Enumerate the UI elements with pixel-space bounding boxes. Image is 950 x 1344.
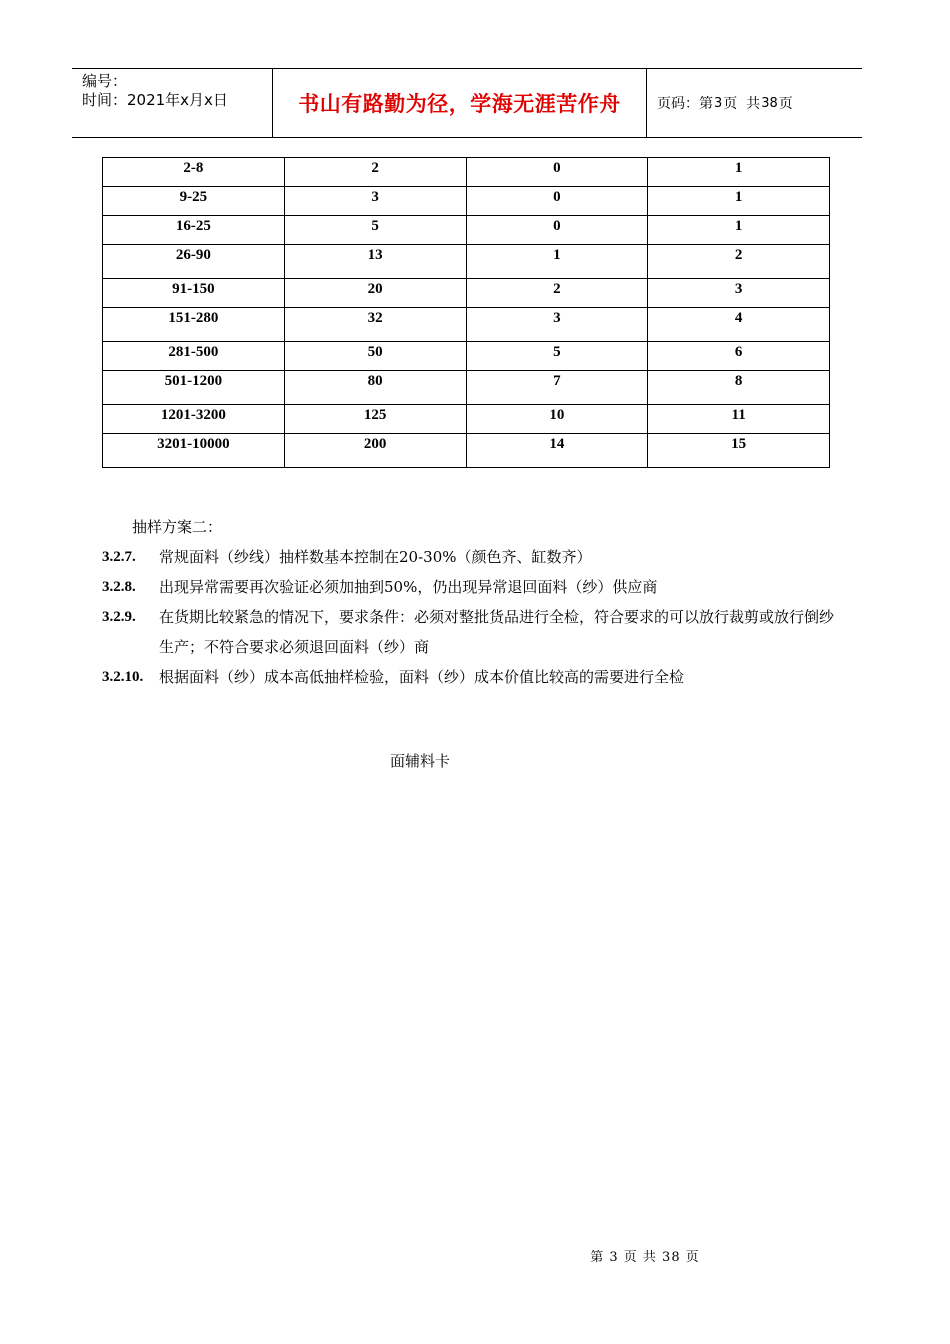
table-row: [103, 434, 830, 468]
table-row: [103, 216, 830, 245]
table-cell: 1: [648, 216, 830, 245]
document-number-label: 编号：: [82, 72, 128, 90]
table-row: [103, 279, 830, 308]
header-meta: [72, 69, 273, 137]
item-number: 3.2.9.: [102, 609, 136, 625]
table-cell: 1: [648, 158, 830, 187]
table-cell: 6: [648, 342, 830, 371]
table-cell: 2: [466, 279, 648, 308]
table-row: [103, 371, 830, 405]
page-footer: 第 3 页 共 38 页: [590, 1250, 700, 1265]
table-cell: 7: [466, 371, 648, 405]
page-label-suffix: 页: [778, 96, 793, 112]
table-cell: 3: [466, 308, 648, 342]
table-cell: 32: [284, 308, 466, 342]
item-text: 根据面料（纱）成本高低抽样检验，面料（纱）成本价值比较高的需要进行全检: [159, 668, 685, 686]
page-current: 3: [714, 95, 723, 111]
header-motto-cell: [273, 69, 647, 137]
table-cell: 3201-10000: [103, 434, 285, 468]
table-cell: 2: [284, 158, 466, 187]
table-row: [103, 405, 830, 434]
table-cell: 151-280: [103, 308, 285, 342]
table-cell: 0: [466, 187, 648, 216]
table-cell: 80: [284, 371, 466, 405]
table-cell: 0: [466, 216, 648, 245]
page-total: 38: [761, 95, 778, 111]
table-cell: 9-25: [103, 187, 285, 216]
table-cell: 125: [284, 405, 466, 434]
table-cell: 26-90: [103, 245, 285, 279]
table-cell: 3: [648, 279, 830, 308]
table-row: [103, 187, 830, 216]
table-cell: 3: [284, 187, 466, 216]
list-item: [102, 662, 842, 692]
table-cell: 501-1200: [103, 371, 285, 405]
table-cell: 1: [466, 245, 648, 279]
table-cell: 91-150: [103, 279, 285, 308]
table-cell: 200: [284, 434, 466, 468]
table-cell: 5: [466, 342, 648, 371]
table-cell: 0: [466, 158, 648, 187]
section-body: [102, 512, 842, 692]
card-title: 面辅料卡: [390, 752, 451, 770]
header-page-info: [647, 69, 862, 137]
table-row: [103, 158, 830, 187]
item-text: 常规面料（纱线）抽样数基本控制在20-30%（颜色齐、缸数齐）: [159, 548, 592, 566]
table-cell: 2: [648, 245, 830, 279]
table-cell: 14: [466, 434, 648, 468]
table-cell: 50: [284, 342, 466, 371]
table-cell: 11: [648, 405, 830, 434]
table-cell: 4: [648, 308, 830, 342]
table-cell: 8: [648, 371, 830, 405]
item-number: 3.2.10.: [102, 669, 144, 685]
list-item: [102, 542, 842, 572]
table-row: [103, 342, 830, 371]
table-cell: 5: [284, 216, 466, 245]
list-item: [102, 602, 842, 662]
table-cell: 15: [648, 434, 830, 468]
header-motto: 书山有路勤为径，学海无涯苦作舟: [298, 92, 621, 116]
list-item: [102, 572, 842, 602]
page-label-mid: 页 共: [723, 96, 761, 112]
item-text: 出现异常需要再次验证必须加抽到50%，仍出现异常退回面料（纱）供应商: [159, 578, 658, 596]
item-number: 3.2.8.: [102, 579, 136, 595]
table-row: [103, 308, 830, 342]
page-label-prefix: 页码：第: [657, 96, 713, 112]
item-number: 3.2.7.: [102, 549, 136, 565]
sampling-table: [102, 157, 830, 468]
table-cell: 281-500: [103, 342, 285, 371]
table-row: [103, 245, 830, 279]
page-header: [72, 68, 862, 138]
table-cell: 16-25: [103, 216, 285, 245]
table-cell: 20: [284, 279, 466, 308]
table-cell: 13: [284, 245, 466, 279]
section-subtitle: 抽样方案二：: [132, 518, 223, 536]
table-cell: 1: [648, 187, 830, 216]
table-cell: 10: [466, 405, 648, 434]
table-cell: 2-8: [103, 158, 285, 187]
table-cell: 1201-3200: [103, 405, 285, 434]
document-time-label: 时间：2021年x月x日: [82, 91, 228, 109]
item-text: 在货期比较紧急的情况下，要求条件：必须对整批货品进行全检，符合要求的可以放行裁剪或放行倒纱生产；不符合要求必须退回面料（纱）商: [159, 608, 835, 656]
